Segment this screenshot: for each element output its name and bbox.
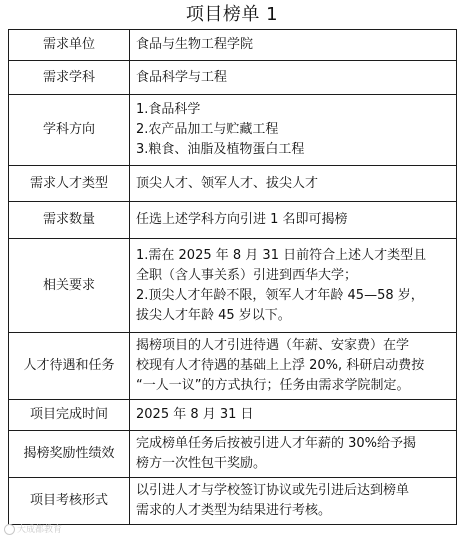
value-line: 2.农产品加工与贮藏工程 [136, 122, 279, 137]
row-value-reward [130, 431, 457, 478]
value-line: 揭榜项目的人才引进待遇（年薪、安家费）在学 [136, 338, 410, 353]
watermark-text: 大成都教育 [17, 525, 63, 535]
row-label-demand-unit: 需求单位 [9, 30, 130, 61]
value-line: 拔尖人才年龄 45 岁以下。 [136, 307, 291, 323]
table-row [9, 95, 457, 166]
row-value-assessment [130, 478, 457, 525]
row-label-completion-time: 项目完成时间 [9, 400, 130, 431]
table-row [9, 333, 457, 400]
value-line: 需求的人才类型为结果进行考核。 [136, 503, 332, 518]
row-value-discipline [130, 61, 457, 95]
project-table [8, 29, 457, 525]
table-row [9, 431, 457, 478]
row-label-discipline: 需求学科 [9, 61, 130, 95]
row-label-discipline-direction: 学科方向 [9, 95, 130, 166]
watermark [4, 524, 62, 536]
row-label-talent-type: 需求人才类型 [9, 166, 130, 202]
value-line: 顶尖人才、领军人才、拔尖人才 [136, 175, 319, 191]
value-line: 任选上述学科方向引进 1 名即可揭榜 [136, 212, 348, 227]
value-line: “一人一议”的方式执行；任务由需求学院制定。 [136, 378, 410, 393]
table-row [9, 400, 457, 431]
table-row [9, 478, 457, 525]
row-value-talent-type [130, 166, 457, 202]
table-row [9, 239, 457, 333]
row-label-benefits-tasks: 人才待遇和任务 [9, 333, 130, 400]
row-value-quantity [130, 202, 457, 239]
row-label-reward: 揭榜奖励性绩效 [9, 431, 130, 478]
table-row [9, 166, 457, 202]
watermark-logo-icon [4, 524, 15, 535]
row-label-assessment: 项目考核形式 [9, 478, 130, 525]
document-title: 项目榜单 1 [185, 4, 279, 25]
value-line: 食品科学与工程 [136, 69, 228, 85]
row-label-quantity: 需求数量 [9, 202, 130, 239]
row-value-discipline-direction [130, 95, 457, 166]
row-value-completion-time [130, 400, 457, 431]
value-line: 2.顶尖人才年龄不限，领军人才年龄 45—58 岁， [136, 287, 424, 303]
table-row [9, 61, 457, 95]
value-line: 以引进人才与学校签订协议或先引进后达到榜单 [136, 483, 410, 498]
row-value-requirements [130, 239, 457, 333]
row-value-demand-unit [130, 30, 457, 61]
table-row [9, 30, 457, 61]
row-value-benefits-tasks [130, 333, 457, 400]
value-line: 3.粮食、油脂及植物蛋白工程 [136, 142, 305, 157]
value-line: 校现有人才待遇的基础上上浮 20%, 科研启动费按 [136, 358, 425, 373]
value-line: 食品与生物工程学院 [136, 37, 254, 52]
value-line: 全职（含人事关系）引进到西华大学； [136, 267, 358, 283]
value-line: 1.食品科学 [136, 102, 201, 117]
value-line: 2025 年 8 月 31 日 [136, 407, 254, 422]
value-line: 榜方一次性包干奖励。 [136, 456, 267, 471]
value-line: 完成榜单任务后按被引进人才年薪的 30%给予揭 [136, 436, 417, 451]
row-label-requirements: 相关要求 [9, 239, 130, 333]
value-line: 1.需在 2025 年 8 月 31 日前符合上述人才类型且 [136, 247, 427, 263]
table-row [9, 202, 457, 239]
